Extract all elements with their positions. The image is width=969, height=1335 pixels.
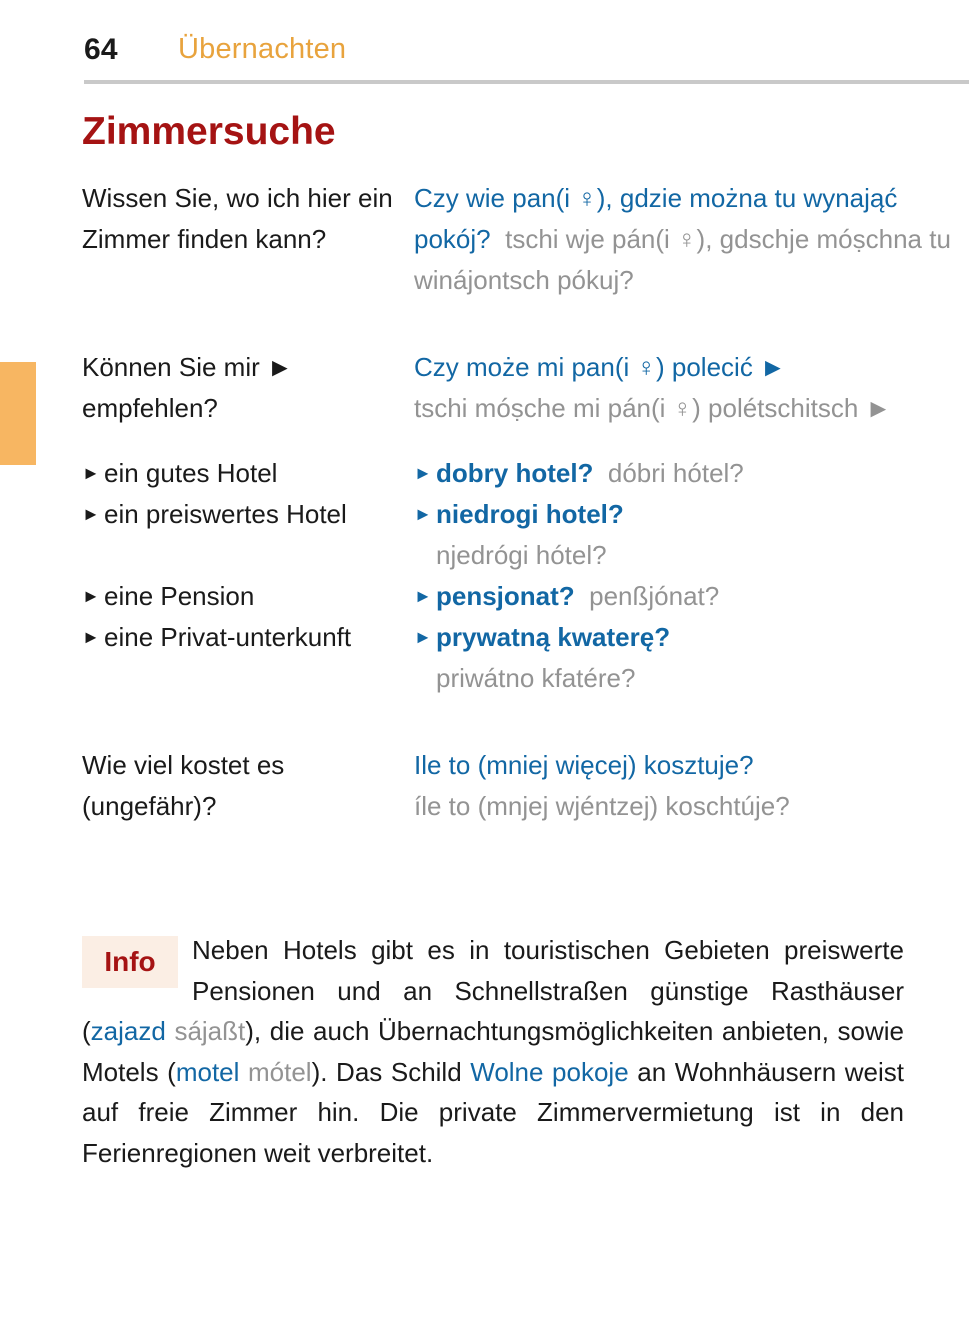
german-phrase: Wie viel kostet es (ungefähr)? xyxy=(82,750,285,821)
bullet-arrow-icon: ► xyxy=(414,586,432,606)
german-option: eine Pension xyxy=(104,581,255,611)
chapter-title: Übernachten xyxy=(178,33,347,65)
polish-phrase: Ile to (mniej więcej) kosztuje? xyxy=(414,750,754,780)
german-phrase: Wissen Sie, wo ich hier ein Zimmer finden kann? xyxy=(82,183,393,254)
page-header xyxy=(0,0,969,84)
option-list xyxy=(82,453,952,699)
polish-phrase-cell xyxy=(414,745,952,827)
info-text-seg2: ), die auch Übernachtungsmöglichkeiten anbieten, sowie Motels ( xyxy=(82,1016,904,1087)
spacer xyxy=(82,429,952,453)
thumb-index-tab xyxy=(0,362,36,465)
german-option: ein preiswertes Hotel xyxy=(104,499,347,529)
polish-option-text xyxy=(436,453,952,494)
info-polish-term-1: zajazd xyxy=(90,1016,166,1046)
info-text-seg3: ). Das Schild xyxy=(311,1056,471,1087)
section-title: Zimmersuche xyxy=(82,110,336,153)
german-option-cell xyxy=(82,617,414,658)
pronunciation: tschi móṣche mi pán(i ♀) polétschitsch ► xyxy=(414,393,892,423)
polish-option: prywatną kwaterę? xyxy=(436,622,671,652)
pronunciation: íle to (mnjej wjéntzej) koschtúje? xyxy=(414,791,790,821)
polish-phrase: Czy może mi pan(i ♀) polecić ► xyxy=(414,352,786,382)
german-option-cell xyxy=(82,494,414,535)
polish-option-text xyxy=(436,494,952,576)
header-divider xyxy=(84,80,969,84)
pronunciation: penßjónat? xyxy=(589,581,720,611)
info-text-seg1: Neben Hotels gibt es in touristischen Gebieten preiswerte Pensionen und an Schnellstraßen günstige Rasthäuser ( xyxy=(82,935,904,1046)
spacer xyxy=(82,301,952,347)
bullet-arrow-icon: ► xyxy=(82,504,100,524)
bullet-arrow-icon: ► xyxy=(82,463,100,483)
german-option: eine Privat-unterkunft xyxy=(104,622,352,652)
info-pronunciation-2: mótel xyxy=(248,1056,312,1087)
spacer xyxy=(82,699,952,745)
polish-option: pensjonat? xyxy=(436,581,575,611)
polish-phrase-cell xyxy=(414,347,952,429)
page-number: 64 xyxy=(84,33,118,66)
info-polish-term-2: motel xyxy=(175,1056,240,1087)
pronunciation: dóbri hótel? xyxy=(607,458,744,488)
german-option-cell xyxy=(82,576,414,617)
polish-phrase-cell xyxy=(414,178,952,301)
option-row xyxy=(82,453,952,494)
info-badge: Info xyxy=(82,936,178,988)
option-row xyxy=(82,576,952,617)
phrase-row xyxy=(82,745,952,827)
pronunciation: njedrógi hótel? xyxy=(436,540,607,570)
info-pronunciation-1: sájaßt xyxy=(174,1016,246,1046)
bullet-arrow-icon: ► xyxy=(414,504,432,524)
option-row xyxy=(82,617,952,699)
polish-option: niedrogi hotel? xyxy=(436,499,624,529)
info-text-seg4: an Wohnhäusern weist auf freie Zimmer hin. Die private Zimmervermietung ist in den Ferienregionen weit verbreitet. xyxy=(82,1056,904,1168)
german-option-cell xyxy=(82,453,414,494)
bullet-arrow-icon: ► xyxy=(414,627,432,647)
polish-option-cell xyxy=(414,494,952,576)
option-row xyxy=(82,494,952,576)
phrase-row xyxy=(82,347,952,429)
polish-option-cell xyxy=(414,453,952,494)
bullet-arrow-icon: ► xyxy=(82,586,100,606)
polish-option-cell xyxy=(414,617,952,699)
info-polish-term-3: Wolne pokoje xyxy=(470,1056,629,1087)
info-block xyxy=(82,930,904,1173)
bullet-arrow-icon: ► xyxy=(414,463,432,483)
german-phrase: Können Sie mir ► empfehlen? xyxy=(82,352,293,423)
pronunciation: priwátno kfatére? xyxy=(436,663,636,693)
phrase-row xyxy=(82,178,952,301)
polish-option-text xyxy=(436,617,952,699)
bullet-arrow-icon: ► xyxy=(82,627,100,647)
german-option: ein gutes Hotel xyxy=(104,458,278,488)
polish-option-cell xyxy=(414,576,952,617)
polish-option-text xyxy=(436,576,952,617)
phrase-table xyxy=(82,178,952,827)
polish-phrase: Czy wie pan(i ♀), gdzie można tu wynająć pokój? xyxy=(414,183,898,254)
pronunciation: tschi wje pán(i ♀), gdschje móṣchna tu winájontsch pókuj? xyxy=(414,224,951,295)
polish-option: dobry hotel? xyxy=(436,458,594,488)
